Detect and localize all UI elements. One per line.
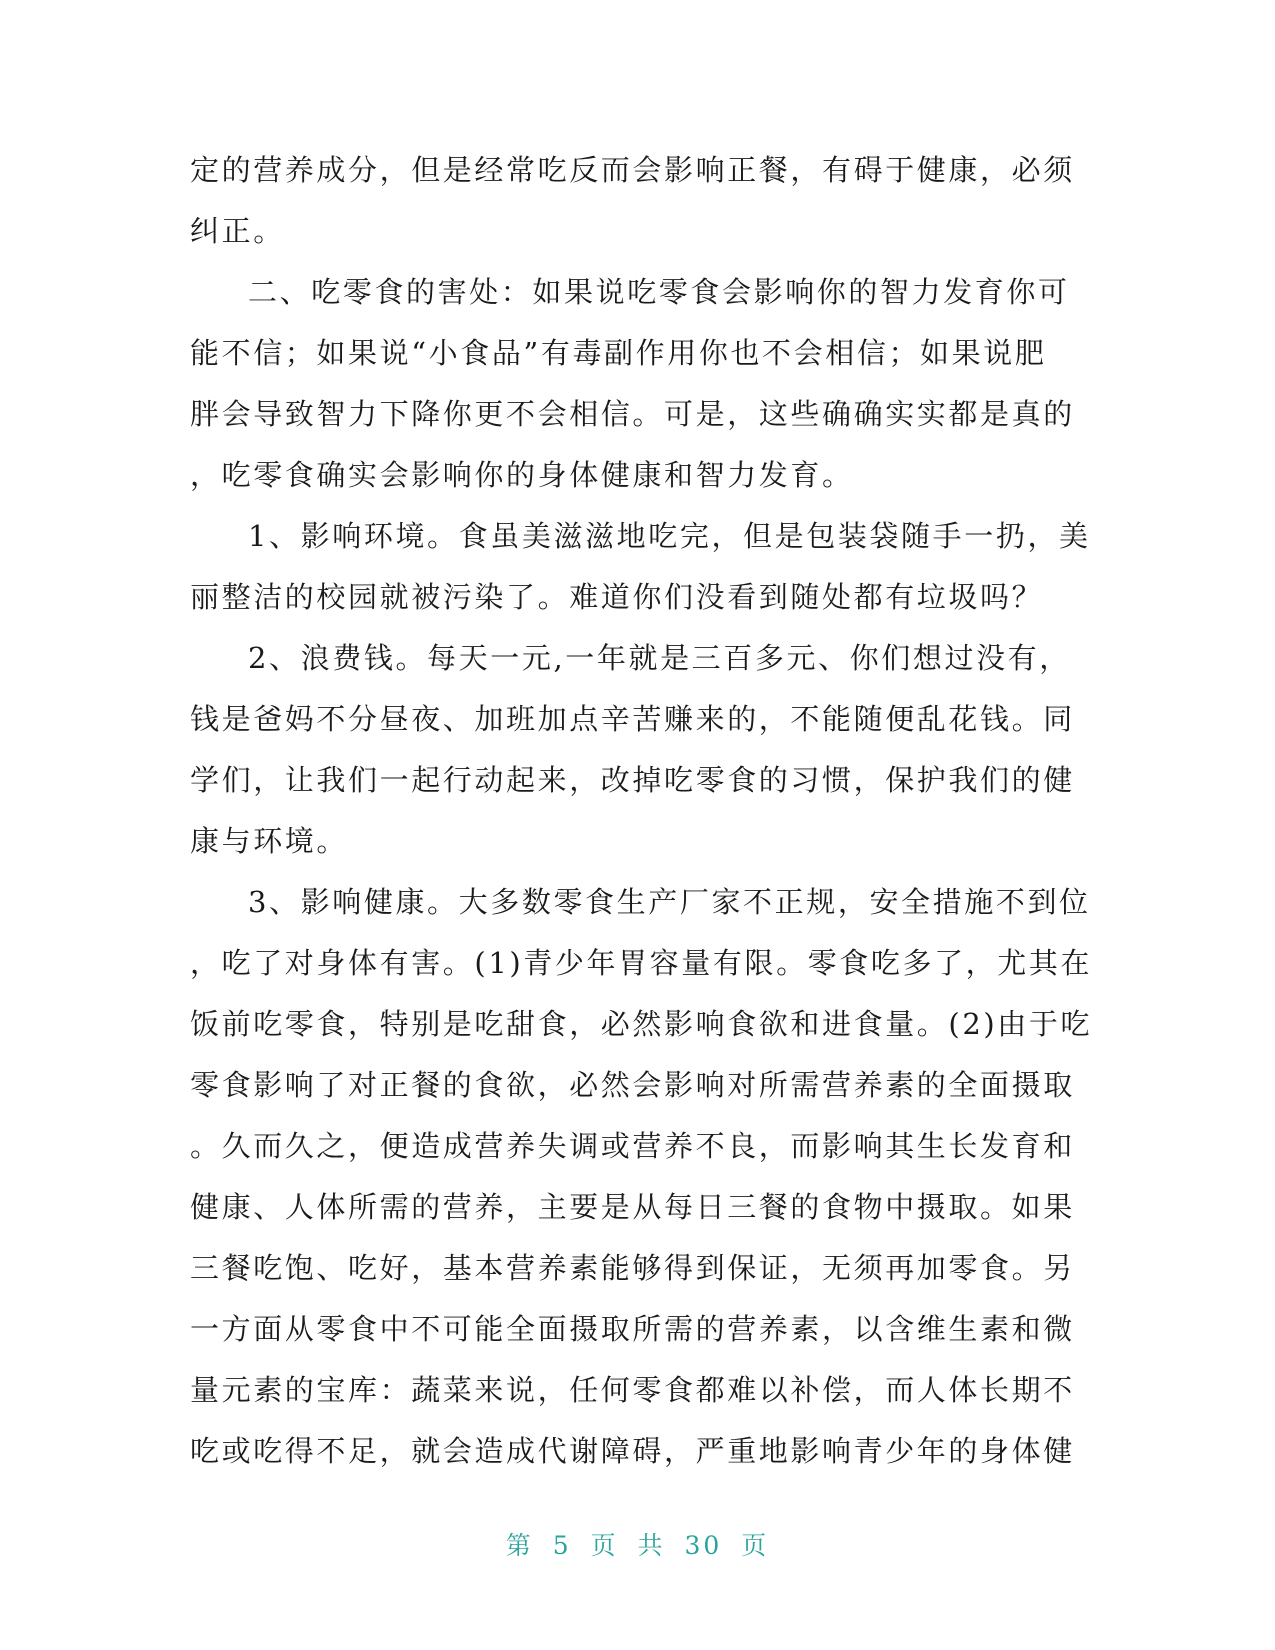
text-line: ，吃了对身体有害。(1)青少年胃容量有限。零食吃多了，尤其在 [190, 946, 1093, 980]
page-number-footer: 第 5 页 共 30 页 [505, 1531, 770, 1560]
text-line: 定的营养成分，但是经常吃反而会影响正餐，有碍于健康，必须 [190, 153, 1075, 187]
text-line: 零食影响了对正餐的食欲，必然会影响对所需营养素的全面摄取 [190, 1068, 1075, 1102]
text-line: 康与环境。 [190, 824, 349, 858]
text-line: 一方面从零食中不可能全面摄取所需的营养素，以含维生素和微 [190, 1312, 1075, 1346]
body-text [190, 140, 1093, 1482]
text-line: 。久而久之，便造成营养失调或营养不良，而影响其生长发育和 [190, 1129, 1075, 1163]
text-line: 1、影响环境。食虽美滋滋地吃完，但是包装袋随手一扔，美 [248, 519, 1091, 553]
text-line: 纠正。 [190, 214, 285, 248]
text-line: 饭前吃零食，特别是吃甜食，必然影响食欲和进食量。(2)由于吃 [190, 1007, 1093, 1041]
text-line: 3、影响健康。大多数零食生产厂家不正规，安全措施不到位 [248, 885, 1091, 919]
text-line: 胖会导致智力下降你更不会相信。可是，这些确确实实都是真的 [190, 397, 1075, 431]
text-line: 健康、人体所需的营养，主要是从每日三餐的食物中摄取。如果 [190, 1190, 1075, 1224]
text-line: 钱是爸妈不分昼夜、加班加点辛苦赚来的，不能随便乱花钱。同 [190, 702, 1075, 736]
text-line: 二、吃零食的害处：如果说吃零食会影响你的智力发育你可 [248, 275, 1070, 309]
text-line: 能不信；如果说“小食品”有毒副作用你也不会相信；如果说肥 [190, 336, 1047, 370]
text-line: 吃或吃得不足，就会造成代谢障碍，严重地影响青少年的身体健 [190, 1434, 1075, 1468]
text-line: 三餐吃饱、吃好，基本营养素能够得到保证，无须再加零食。另 [190, 1251, 1075, 1285]
text-line: 量元素的宝库：蔬菜来说，任何零食都难以补偿，而人体长期不 [190, 1373, 1075, 1407]
text-line: 丽整洁的校园就被污染了。难道你们没看到随处都有垃圾吗？ [190, 580, 1044, 614]
text-line: 2、浪费钱。每天一元,一年就是三百多元、你们想过没有， [248, 641, 1071, 675]
text-line: ，吃零食确实会影响你的身体健康和智力发育。 [190, 458, 854, 492]
text-line: 学们，让我们一起行动起来，改掉吃零食的习惯，保护我们的健 [190, 763, 1075, 797]
